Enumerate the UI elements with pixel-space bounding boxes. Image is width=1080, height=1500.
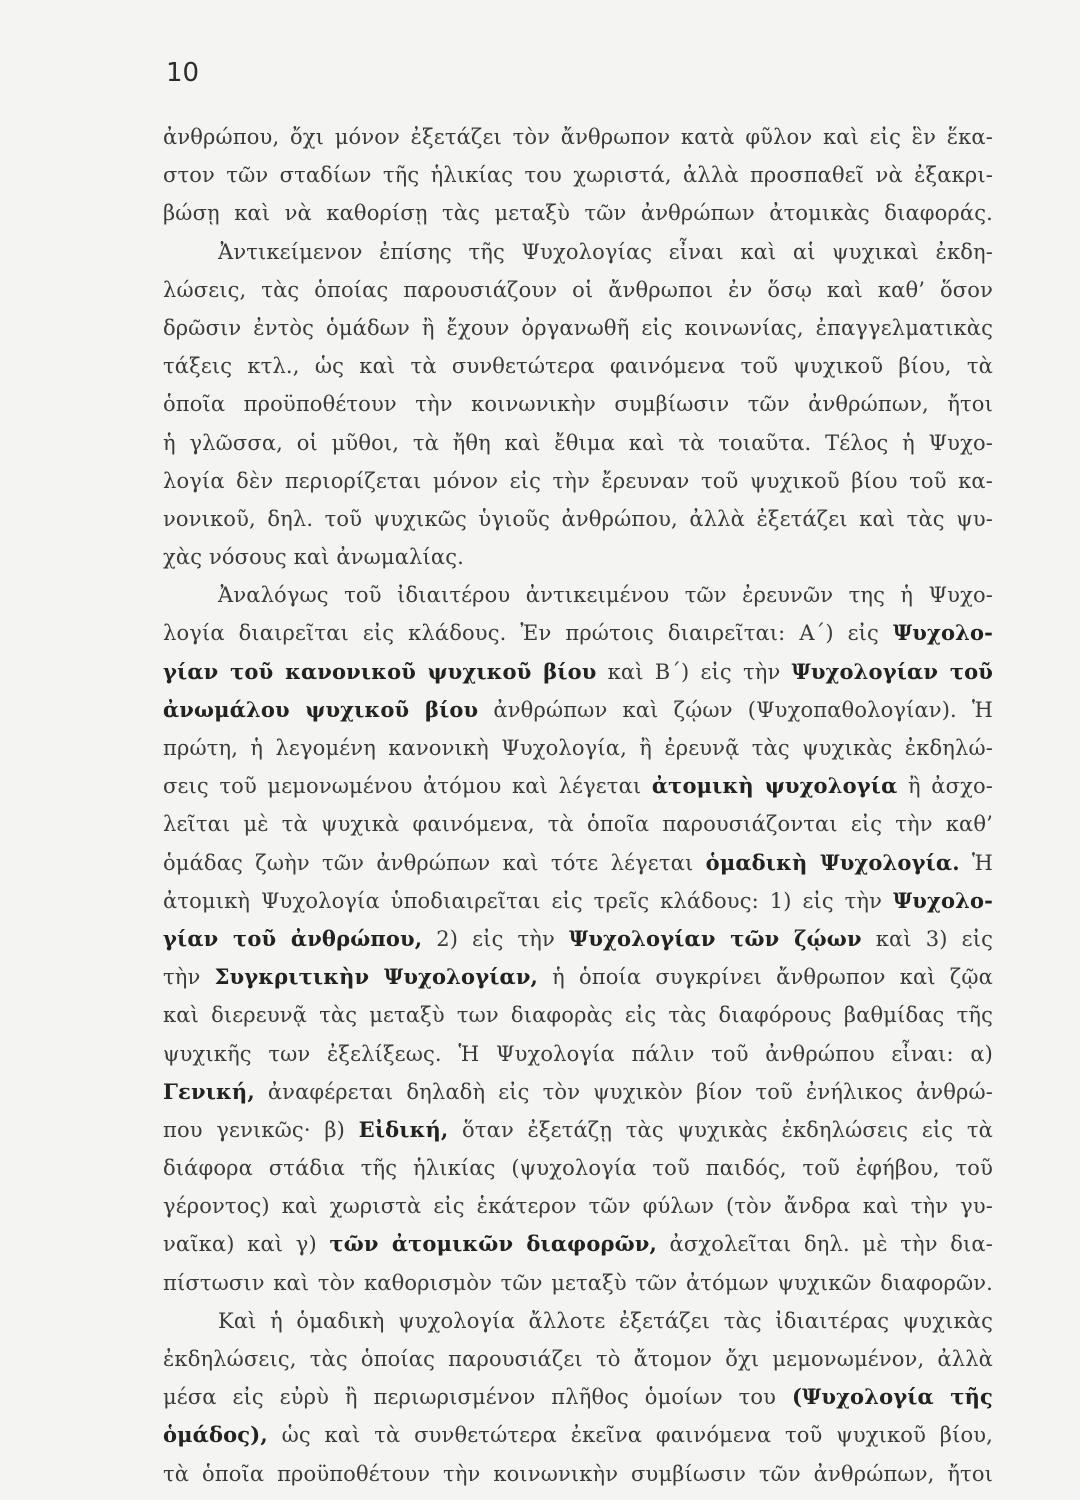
text-segment: τάξεις κτλ., ὡς καὶ τὰ συνθετώτερα φαινόμενα τοῦ ψυχικοῦ βίου, τὰ [163, 354, 993, 379]
bold-term: Ψυχολογίαν τῶν ζῴων [569, 925, 862, 951]
text-line [163, 1073, 993, 1111]
text-line [163, 1378, 993, 1416]
text-line [163, 614, 993, 652]
text-segment: λογία δὲν περιορίζεται μόνον εἰς τὴν ἔρευναν τοῦ ψυχικοῦ βίου τοῦ κα- [163, 468, 993, 493]
text-segment: ἢ ἀσχο- [897, 774, 993, 799]
text-line [163, 424, 993, 462]
text-segment: καὶ διερευνᾷ τὰς μεταξὺ των διαφορὰς εἰς τὰς διαφόρους βαθμίδας τῆς [163, 1003, 993, 1028]
text-segment: μέσα εἰς εὐρὺ ἢ περιωρισμένον πλῆθος ὁμοίων του [163, 1385, 792, 1410]
text-segment: στον τῶν σταδίων τῆς ἡλικίας του χωριστά, ἀλλὰ προσπαθεῖ νὰ ἐξακρι- [163, 163, 993, 188]
text-segment: ψυχικῆς των ἐξελίξεως. Ἡ Ψυχολογία πάλιν τοῦ ἀνθρώπου εἶναι: α) [163, 1041, 993, 1066]
bold-term: (Ψυχολογία τῆς [791, 1384, 993, 1410]
text-line [163, 958, 993, 996]
text-segment: λογία διαιρεῖται εἰς κλάδους. Ἐν πρώτοις διαιρεῖται: Α΄) εἰς [163, 621, 893, 646]
text-segment: 2) εἰς τὴν [422, 926, 569, 951]
bold-term: Ψυχολογίαν τοῦ [791, 658, 993, 684]
bold-term: Γενική, [163, 1078, 255, 1104]
text-segment: διάφορα στάδια τῆς ἡλικίας (ψυχολογία τοῦ παιδός, τοῦ ἐφήβου, τοῦ [163, 1156, 993, 1181]
text-line [163, 882, 993, 920]
text-segment: πρώτη, ἡ λεγομένη κανονικὴ Ψυχολογία, ἢ ἐρευνᾷ τὰς ψυχικὰς ἐκδηλώ- [163, 736, 993, 760]
text-line [163, 1225, 993, 1263]
text-segment: Ἡ [959, 850, 993, 875]
bold-term: γίαν τοῦ κανονικοῦ ψυχικοῦ βίου [163, 658, 597, 684]
text-segment: ἀσχολεῖται δηλ. μὲ τὴν δια- [656, 1232, 993, 1257]
text-segment: ὅταν ἐξετάζῃ τὰς ψυχικὰς ἐκδηλώσεις εἰς τὰ [448, 1117, 993, 1142]
text-segment: ἀτομικὴ Ψυχολογία ὑποδιαιρεῖται εἰς τρεῖς κλάδους: 1) εἰς τὴν [163, 888, 893, 913]
text-segment: σεις τοῦ μεμονωμένου ἀτόμου καὶ λέγεται [163, 774, 652, 799]
bold-term: ἀνωμάλου ψυχικοῦ βίου [163, 696, 479, 722]
text-segment: ἡ ὁποία συγκρίνει ἄνθρωπον καὶ ζῷα [538, 965, 993, 990]
page-number: 10 [166, 58, 200, 88]
text-segment: τὴν [163, 965, 215, 990]
text-line [163, 1149, 993, 1187]
text-segment: πίστωσιν καὶ τὸν καθορισμὸν τῶν μεταξὺ τῶν ἀτόμων ψυχικῶν διαφορῶν. [163, 1270, 993, 1295]
text-segment: ἀνθρώπων καὶ ζῴων (Ψυχοπαθολογίαν). Ἡ [478, 697, 993, 722]
text-line [163, 500, 993, 538]
text-line [163, 1264, 993, 1302]
text-line [163, 194, 993, 232]
text-line [163, 271, 993, 309]
text-line [163, 1111, 993, 1149]
bold-term: Ψυχολο- [892, 887, 993, 913]
text-segment: γέροντος) καὶ χωριστὰ εἰς ἑκάτερον τῶν φύλων (τὸν ἄνδρα καὶ τὴν γυ- [163, 1194, 993, 1219]
text-line [163, 1416, 993, 1454]
text-line [163, 844, 993, 882]
text-line [163, 576, 993, 614]
bold-term: ἀτομικὴ ψυχολογία [651, 773, 898, 799]
text-segment: που γενικῶς· β) [163, 1117, 359, 1142]
bold-term: Συγκριτικὴν Ψυχολογίαν, [214, 964, 539, 990]
text-line [163, 385, 993, 423]
bold-term: Ψυχολο- [892, 620, 993, 646]
text-line [163, 347, 993, 385]
text-line [163, 767, 993, 805]
text-segment: καὶ Β΄) εἰς τὴν [596, 659, 792, 684]
bold-term: ὁμάδος), [163, 1422, 268, 1448]
text-segment: ὁποῖα προϋποθέτουν τὴν κοινωνικὴν συμβίωσιν τῶν ἀνθρώπων, ἤτοι [163, 392, 993, 417]
text-line [163, 805, 993, 843]
text-segment: ἀνθρώπου, ὄχι μόνον ἐξετάζει τὸν ἄνθρωπον κατὰ φῦλον καὶ εἰς ἓν ἕκα- [163, 125, 993, 149]
text-line [163, 1035, 993, 1073]
text-segment: ὡς καὶ τὰ συνθετώτερα ἐκεῖνα φαινόμενα τοῦ ψυχικοῦ βίου, [267, 1423, 993, 1448]
text-segment: Καὶ ἡ ὁμαδικὴ ψυχολογία ἄλλοτε ἐξετάζει τὰς ἰδιαιτέρας ψυχικὰς [218, 1308, 993, 1333]
text-segment: λεῖται μὲ τὰ ψυχικὰ φαινόμενα, τὰ ὁποῖα παρουσιάζονται εἰς τὴν καθ’ [163, 812, 993, 837]
text-line [163, 920, 993, 958]
text-segment: ὁμάδας ζωὴν τῶν ἀνθρώπων καὶ τότε λέγεται [163, 850, 706, 875]
text-line [163, 462, 993, 500]
bold-term: τῶν ἀτομικῶν διαφορῶν, [329, 1231, 657, 1257]
text-segment: ναῖκα) καὶ γ) [163, 1232, 330, 1257]
text-line [163, 1187, 993, 1225]
text-line [163, 1302, 993, 1340]
text-segment: ἡ γλῶσσα, οἱ μῦθοι, τὰ ἤθη καὶ ἔθιμα καὶ τὰ τοιαῦτα. Τέλος ἡ Ψυχο- [163, 430, 993, 455]
text-segment: τὰ ὁποῖα προϋποθέτουν τὴν κοινωνικὴν συμβίωσιν τῶν ἀνθρώπων, ἤτοι [163, 1461, 993, 1486]
text-line [163, 118, 993, 156]
text-line [163, 1340, 993, 1378]
text-line [163, 996, 993, 1034]
text-segment: ἀναφέρεται δηλαδὴ εἰς τὸν ψυχικὸν βίον τοῦ ἐνήλικος ἀνθρώ- [254, 1079, 993, 1104]
text-segment: δρῶσιν ἐντὸς ὁμάδων ἢ ἔχουν ὀργανωθῆ εἰς κοινωνίας, ἐπαγγελματικὰς [163, 315, 993, 340]
text-line [163, 1455, 993, 1493]
bold-term: Εἰδική, [358, 1116, 449, 1142]
text-line [163, 653, 993, 691]
text-line [163, 156, 993, 194]
text-segment: καὶ 3) εἰς [861, 926, 993, 951]
text-line [163, 233, 993, 271]
text-line [163, 691, 993, 729]
text-segment: νονικοῦ, δηλ. τοῦ ψυχικῶς ὑγιοῦς ἀνθρώπου, ἀλλὰ ἐξετάζει καὶ τὰς ψυ- [163, 506, 993, 531]
text-segment: λώσεις, τὰς ὁποίας παρουσιάζουν οἱ ἄνθρωποι ἐν ὅσῳ καὶ καθ’ ὅσον [163, 277, 993, 302]
body-text [163, 118, 993, 1493]
text-line [163, 538, 993, 576]
bold-term: γίαν τοῦ ἀνθρώπου, [163, 925, 423, 951]
text-segment: βώσῃ καὶ νὰ καθορίσῃ τὰς μεταξὺ τῶν ἀνθρώπων ἀτομικὰς διαφοράς. [163, 201, 993, 226]
text-line [163, 309, 993, 347]
text-segment: Ἀντικείμενον ἐπίσης τῆς Ψυχολογίας εἶναι καὶ αἱ ψυχικαὶ ἐκδη- [218, 239, 993, 264]
text-segment: ἐκδηλώσεις, τὰς ὁποίας παρουσιάζει τὸ ἄτομον ὄχι μεμονωμένον, ἀλλὰ [163, 1347, 993, 1371]
text-line [163, 729, 993, 767]
text-segment: χὰς νόσους καὶ ἀνωμαλίας. [163, 545, 464, 570]
text-segment: Ἀναλόγως τοῦ ἰδιαιτέρου ἀντικειμένου τῶν ἐρευνῶν της ἡ Ψυχο- [218, 583, 993, 608]
bold-term: ὁμαδικὴ Ψυχολογία. [705, 849, 960, 875]
